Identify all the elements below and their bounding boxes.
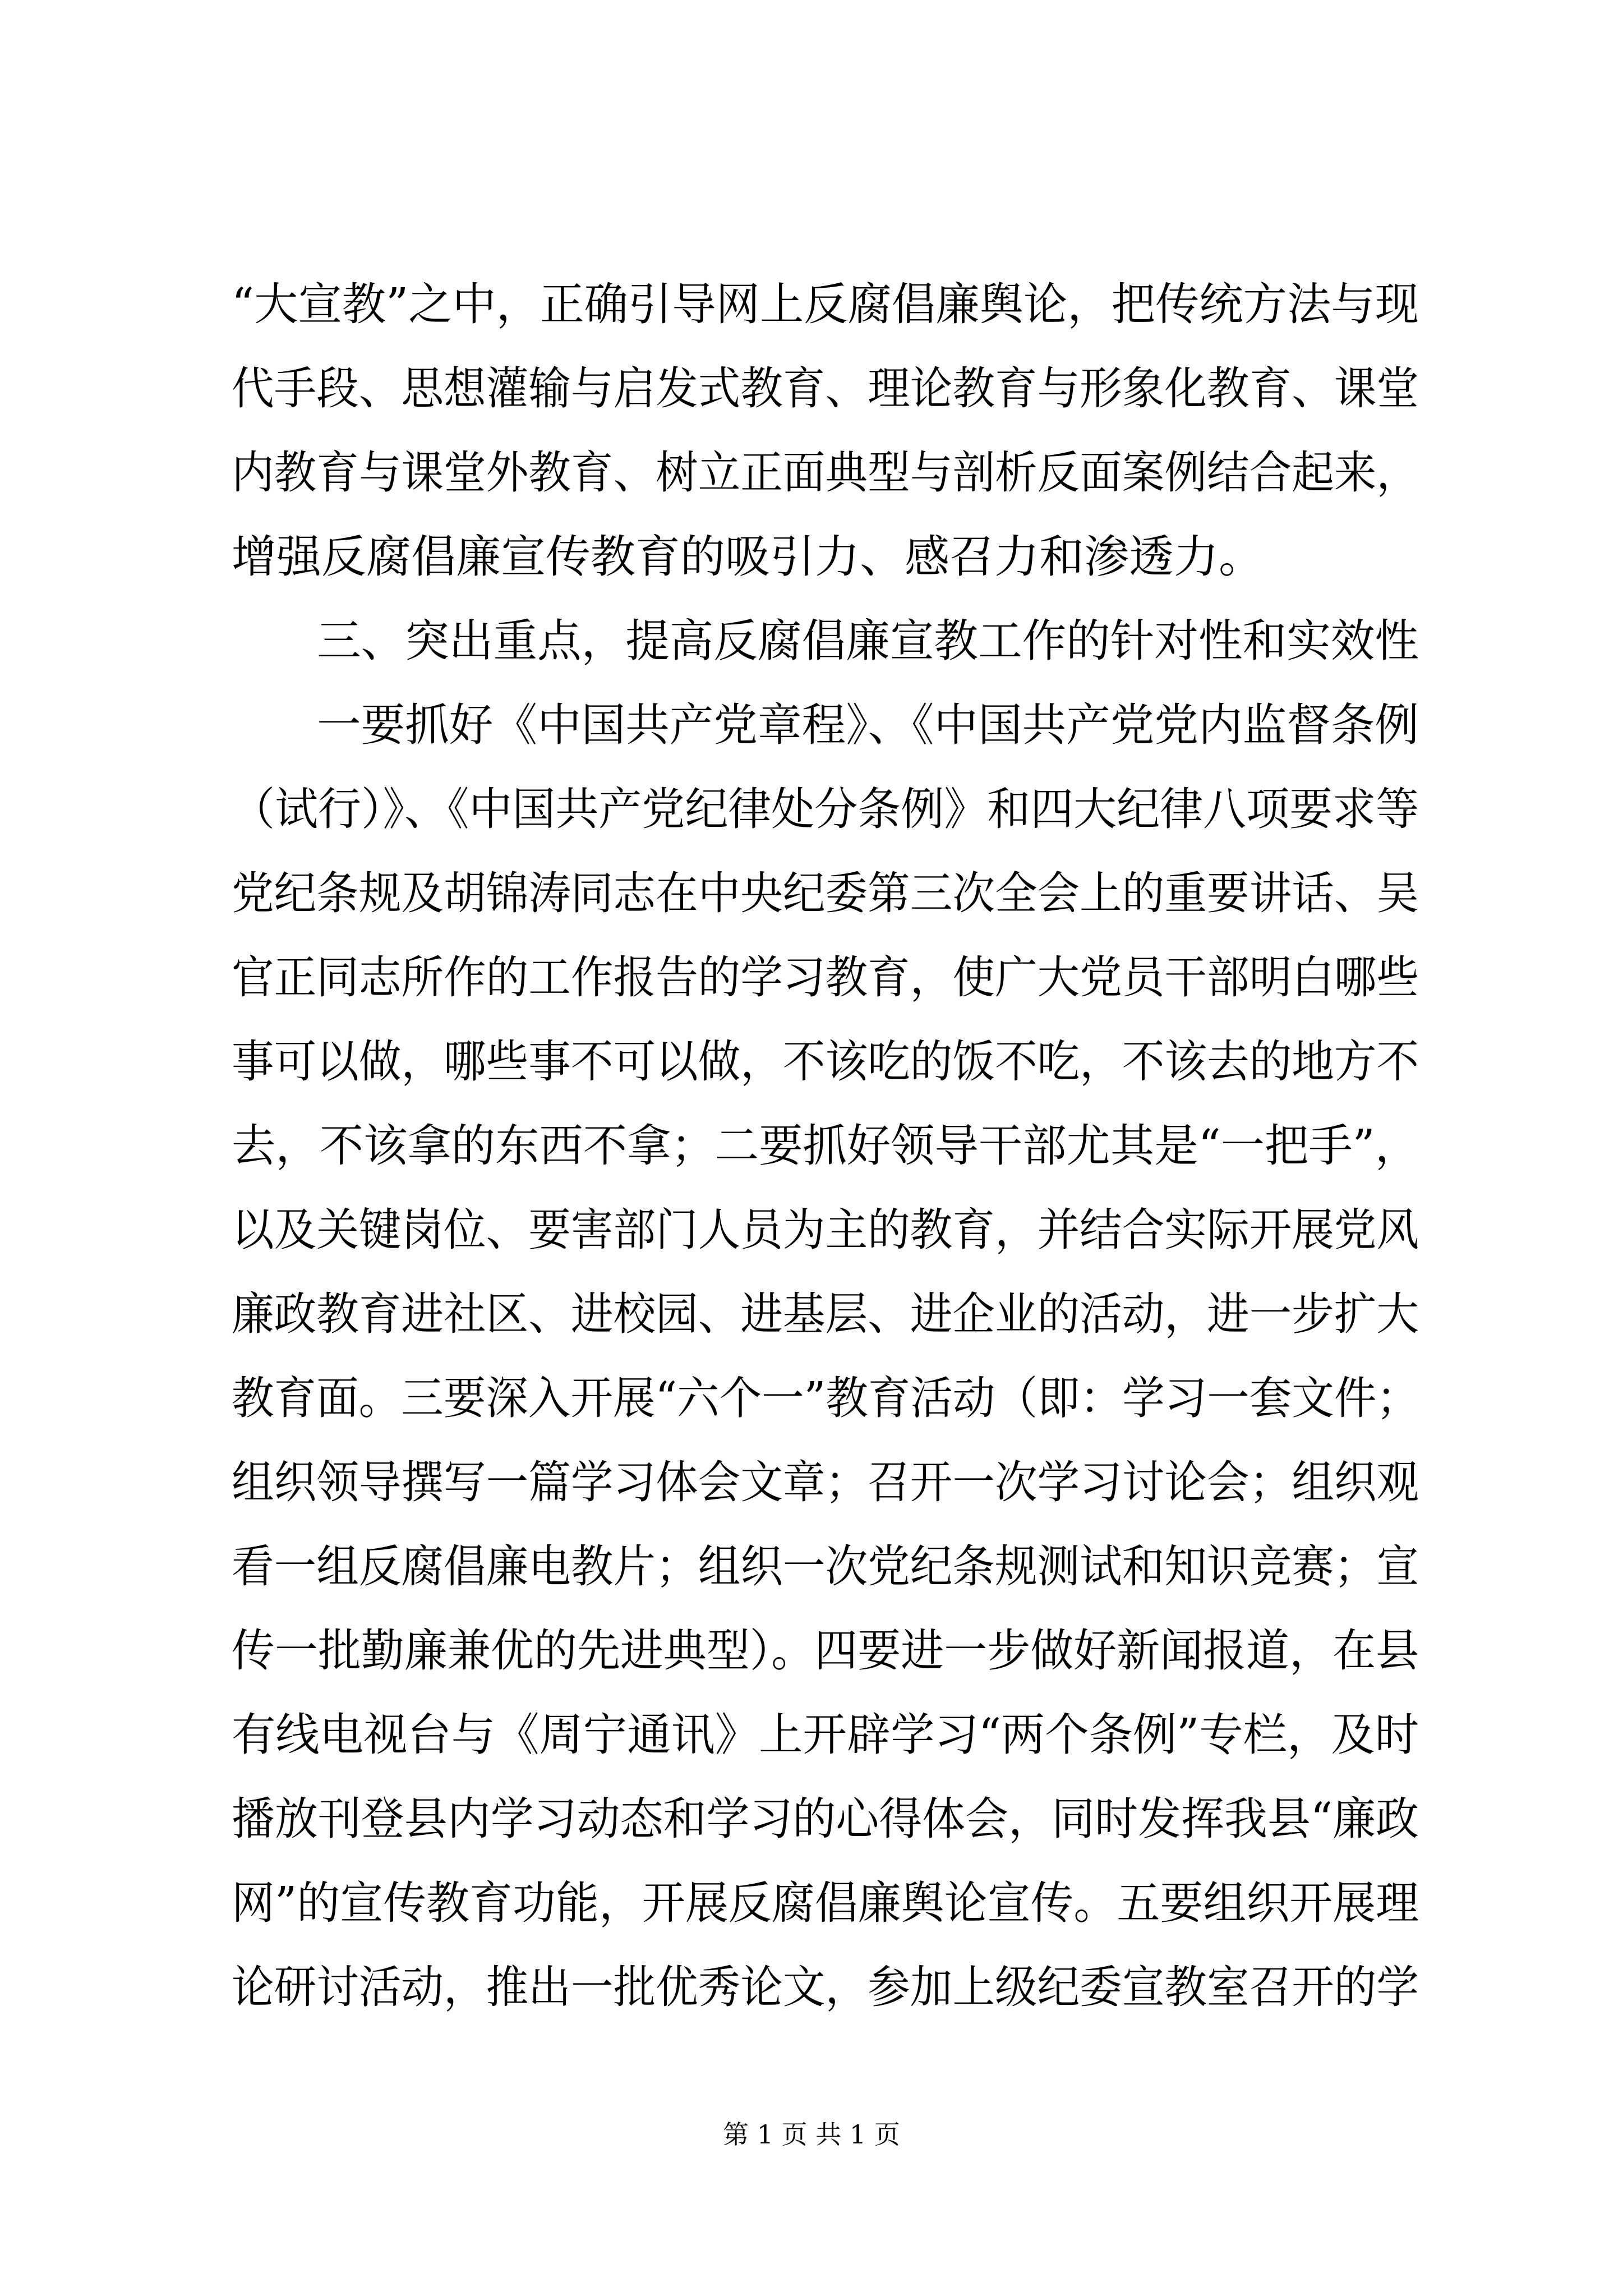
text-line: 代手段、思想灌输与启发式教育、理论教育与形象化教育、课堂 xyxy=(232,362,1419,415)
text-line: 看一组反腐倡廉电教片；组织一次党纪条规测试和知识竞赛；宣 xyxy=(232,1540,1419,1593)
text-line: 有线电视台与《周宁通讯》上开辟学习“两个条例”专栏，及时 xyxy=(232,1709,1419,1761)
text-line: 播放刊登县内学习动态和学习的心得体会，同时发挥我县“廉政 xyxy=(232,1793,1419,1845)
text-line: 廉政教育进社区、进校园、进基层、进企业的活动，进一步扩大 xyxy=(232,1288,1419,1340)
text-line: 去，不该拿的东西不拿；二要抓好领导干部尤其是“一把手”， xyxy=(232,1120,1419,1172)
text-line: 论研讨活动，推出一批优秀论文，参加上级纪委宣教室召开的学 xyxy=(232,1961,1419,2013)
text-line: 教育面。三要深入开展“六个一”教育活动（即：学习一套文件； xyxy=(232,1372,1419,1424)
text-line: 内教育与课堂外教育、树立正面典型与剖析反面案例结合起来， xyxy=(232,447,1419,499)
text-line: 官正同志所作的工作报告的学习教育，使广大党员干部明白哪些 xyxy=(232,951,1419,1004)
text-line: 事可以做，哪些事不可以做，不该吃的饭不吃，不该去的地方不 xyxy=(232,1036,1419,1088)
text-line: 增强反腐倡廉宣传教育的吸引力、感召力和渗透力。 xyxy=(232,531,1264,583)
text-line: 组织领导撰写一篇学习体会文章；召开一次学习讨论会；组织观 xyxy=(232,1456,1419,1508)
text-line: 传一批勤廉兼优的先进典型）。四要进一步做好新闻报道，在县 xyxy=(232,1625,1419,1677)
page-footer: 第 1 页 共 1 页 xyxy=(723,2119,900,2150)
text-line: 以及关键岗位、要害部门人员为主的教育，并结合实际开展党风 xyxy=(232,1204,1419,1256)
text-line: 一要抓好《中国共产党章程》、《中国共产党党内监督条例 xyxy=(317,699,1419,751)
section-heading: 三、突出重点，提高反腐倡廉宣教工作的针对性和实效性 xyxy=(317,615,1419,667)
text-line: 网”的宣传教育功能，开展反腐倡廉舆论宣传。五要组织开展理 xyxy=(232,1877,1419,1929)
text-line: 党纪条规及胡锦涛同志在中央纪委第三次全会上的重要讲话、吴 xyxy=(232,867,1419,919)
text-line: “大宣教”之中，正确引导网上反腐倡廉舆论，把传统方法与现 xyxy=(232,278,1419,330)
text-line: （试行）》、《中国共产党纪律处分条例》和四大纪律八项要求等 xyxy=(232,783,1419,835)
